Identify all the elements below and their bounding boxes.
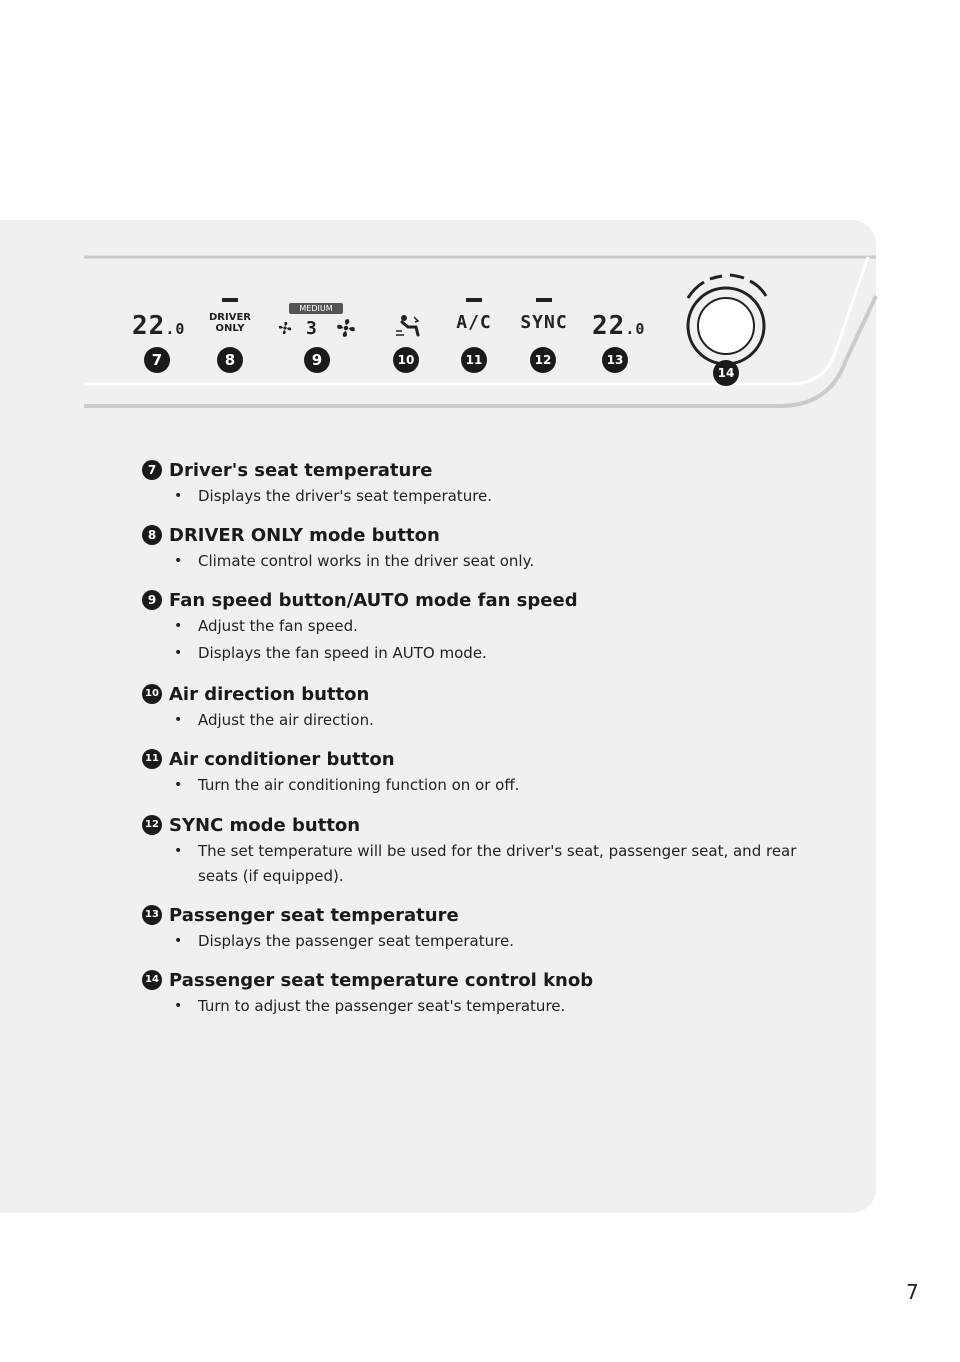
section-number: 7 bbox=[142, 460, 162, 480]
bullet-item: • Displays the passenger seat temperature. bbox=[142, 929, 842, 954]
driver-temp-value: 22 bbox=[132, 311, 166, 341]
section-driver-temp bbox=[142, 458, 842, 509]
ac-label: A/C bbox=[456, 312, 492, 333]
driver-only-label-2: ONLY bbox=[215, 323, 245, 334]
indicator-bar bbox=[536, 298, 552, 302]
fan-large-icon[interactable] bbox=[336, 318, 356, 338]
sync-button[interactable] bbox=[516, 298, 572, 333]
section-number: 12 bbox=[142, 815, 162, 835]
section-title: DRIVER ONLY mode button bbox=[169, 524, 440, 546]
page-number: 7 bbox=[906, 1280, 919, 1304]
bullet-item: • Turn the air conditioning function on or off. bbox=[142, 773, 842, 798]
section-number: 13 bbox=[142, 905, 162, 925]
section-title: Fan speed button/AUTO mode fan speed bbox=[169, 589, 578, 611]
bullet-item: • Displays the driver's seat temperature. bbox=[142, 484, 842, 509]
section-air-direction bbox=[142, 682, 842, 733]
section-number: 9 bbox=[142, 590, 162, 610]
bullet-item: • Turn to adjust the passenger seat's temperature. bbox=[142, 994, 842, 1019]
section-sync bbox=[142, 813, 842, 889]
fan-small-icon[interactable] bbox=[278, 321, 292, 335]
section-title: Passenger seat temperature control knob bbox=[169, 969, 594, 991]
callout-14: 14 bbox=[713, 360, 739, 386]
section-title: Air direction button bbox=[169, 683, 370, 705]
callout-9: 9 bbox=[304, 347, 330, 373]
bullet-item: • Displays the fan speed in AUTO mode. bbox=[142, 641, 842, 666]
indicator-bar bbox=[222, 298, 238, 302]
callout-8: 8 bbox=[217, 347, 243, 373]
section-title: Passenger seat temperature bbox=[169, 904, 459, 926]
section-passenger-temp bbox=[142, 903, 842, 954]
section-air-conditioner bbox=[142, 747, 842, 798]
temperature-knob-icon[interactable] bbox=[680, 270, 780, 370]
sync-label: SYNC bbox=[520, 312, 568, 333]
indicator-bar bbox=[466, 298, 482, 302]
passenger-temp-decimal: .0 bbox=[625, 320, 646, 338]
section-passenger-knob bbox=[142, 968, 842, 1019]
section-number: 8 bbox=[142, 525, 162, 545]
section-driver-only bbox=[142, 523, 842, 574]
driver-only-label-1: DRIVER bbox=[209, 312, 251, 323]
fan-speed-value: 3 bbox=[306, 318, 318, 339]
callout-12: 12 bbox=[530, 347, 556, 373]
passenger-temp-value: 22 bbox=[592, 311, 626, 341]
callout-7: 7 bbox=[144, 347, 170, 373]
bullet-item: • Adjust the air direction. bbox=[142, 708, 842, 733]
section-title: Driver's seat temperature bbox=[169, 459, 433, 481]
ac-button[interactable] bbox=[454, 298, 494, 333]
driver-temp-display bbox=[132, 311, 185, 341]
bullet-item: • Climate control works in the driver seat only. bbox=[142, 549, 842, 574]
section-number: 11 bbox=[142, 749, 162, 769]
section-number: 14 bbox=[142, 970, 162, 990]
passenger-temp-display bbox=[592, 311, 645, 341]
driver-temp-decimal: .0 bbox=[165, 320, 186, 338]
callout-11: 11 bbox=[461, 347, 487, 373]
callout-10: 10 bbox=[393, 347, 419, 373]
section-fan-speed bbox=[142, 588, 842, 666]
air-direction-icon[interactable] bbox=[394, 313, 422, 339]
bullet-item: • The set temperature will be used for the driver's seat, passenger seat, and rear seats (if equipped). bbox=[142, 839, 818, 889]
bullet-item: • Adjust the fan speed. bbox=[142, 614, 842, 639]
section-number: 10 bbox=[142, 684, 162, 704]
callout-13: 13 bbox=[602, 347, 628, 373]
driver-only-button[interactable] bbox=[205, 298, 255, 334]
fan-mode-badge: MEDIUM bbox=[289, 303, 343, 314]
section-title: Air conditioner button bbox=[169, 748, 395, 770]
section-title: SYNC mode button bbox=[169, 814, 361, 836]
